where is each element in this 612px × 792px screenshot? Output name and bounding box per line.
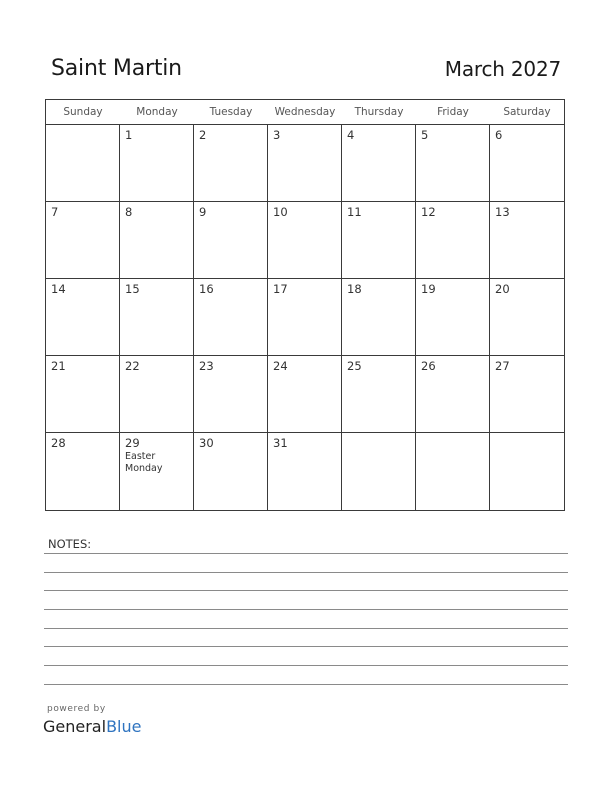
day-number: 17	[273, 282, 288, 296]
day-cell	[194, 202, 268, 279]
calendar-weeks	[46, 125, 564, 510]
weekday-thursday: Thursday	[354, 106, 404, 118]
weekday-sunday: Sunday	[63, 106, 103, 118]
weekday-saturday: Saturday	[503, 106, 551, 118]
day-cell	[46, 433, 120, 510]
day-number: 18	[347, 282, 362, 296]
logo-blue-text: Blue	[106, 717, 142, 736]
day-number: 26	[421, 359, 436, 373]
logo-general-text: General	[43, 717, 107, 736]
day-cell	[194, 279, 268, 356]
calendar-country-title: Saint Martin	[51, 56, 182, 81]
day-cell	[268, 125, 342, 202]
note-line	[44, 553, 568, 554]
day-number: 25	[347, 359, 362, 373]
day-number: 29	[125, 436, 140, 450]
day-number: 13	[495, 205, 510, 219]
weekday-tuesday: Tuesday	[209, 106, 253, 118]
day-cell	[416, 125, 490, 202]
calendar-grid	[45, 99, 565, 511]
day-number: 3	[273, 128, 281, 142]
weekday-monday: Monday	[136, 106, 178, 118]
day-number: 15	[125, 282, 140, 296]
day-number: 28	[51, 436, 66, 450]
day-cell	[342, 125, 416, 202]
day-number: 20	[495, 282, 510, 296]
day-number: 7	[51, 205, 59, 219]
day-cell	[46, 125, 120, 202]
notes-label: NOTES:	[48, 537, 92, 551]
day-number: 22	[125, 359, 140, 373]
day-number: 4	[347, 128, 355, 142]
day-cell	[490, 202, 564, 279]
note-line	[44, 684, 568, 685]
day-number: 6	[495, 128, 503, 142]
day-number: 10	[273, 205, 288, 219]
day-cell	[194, 433, 268, 510]
weekday-wednesday: Wednesday	[274, 106, 336, 118]
day-number: 31	[273, 436, 288, 450]
day-cell	[490, 433, 564, 510]
day-cell	[46, 202, 120, 279]
day-number: 16	[199, 282, 214, 296]
powered-by-text: powered by	[47, 704, 106, 714]
day-cell	[268, 433, 342, 510]
note-line	[44, 572, 568, 573]
day-cell	[416, 356, 490, 433]
day-number: 21	[51, 359, 66, 373]
note-line	[44, 609, 568, 610]
day-cell	[342, 356, 416, 433]
weekday-header-row	[46, 100, 564, 125]
note-line	[44, 628, 568, 629]
day-number: 19	[421, 282, 436, 296]
day-number: 1	[125, 128, 133, 142]
day-number: 2	[199, 128, 207, 142]
day-cell	[194, 125, 268, 202]
calendar-month-title: March 2027	[444, 57, 561, 81]
day-number: 23	[199, 359, 214, 373]
weekday-friday: Friday	[437, 106, 469, 118]
day-cell	[268, 356, 342, 433]
day-cell	[46, 279, 120, 356]
day-cell	[268, 279, 342, 356]
day-cell	[120, 202, 194, 279]
holiday-label: Easter Monday	[125, 451, 163, 474]
day-cell	[342, 433, 416, 510]
day-number: 8	[125, 205, 133, 219]
day-number: 27	[495, 359, 510, 373]
note-line	[44, 665, 568, 666]
day-cell	[342, 279, 416, 356]
day-cell	[120, 279, 194, 356]
day-cell	[120, 433, 194, 510]
day-cell	[490, 125, 564, 202]
day-cell	[342, 202, 416, 279]
day-number: 9	[199, 205, 207, 219]
day-number: 30	[199, 436, 214, 450]
day-cell	[268, 202, 342, 279]
day-number: 5	[421, 128, 429, 142]
day-cell	[120, 125, 194, 202]
day-cell	[416, 433, 490, 510]
note-line	[44, 646, 568, 647]
day-cell	[194, 356, 268, 433]
day-cell	[490, 279, 564, 356]
day-cell	[416, 202, 490, 279]
note-line	[44, 590, 568, 591]
day-cell	[120, 356, 194, 433]
day-cell	[416, 279, 490, 356]
day-number: 11	[347, 205, 362, 219]
generalblue-logo	[43, 717, 141, 736]
day-cell	[490, 356, 564, 433]
day-number: 14	[51, 282, 66, 296]
day-number: 24	[273, 359, 288, 373]
day-cell	[46, 356, 120, 433]
day-number: 12	[421, 205, 436, 219]
